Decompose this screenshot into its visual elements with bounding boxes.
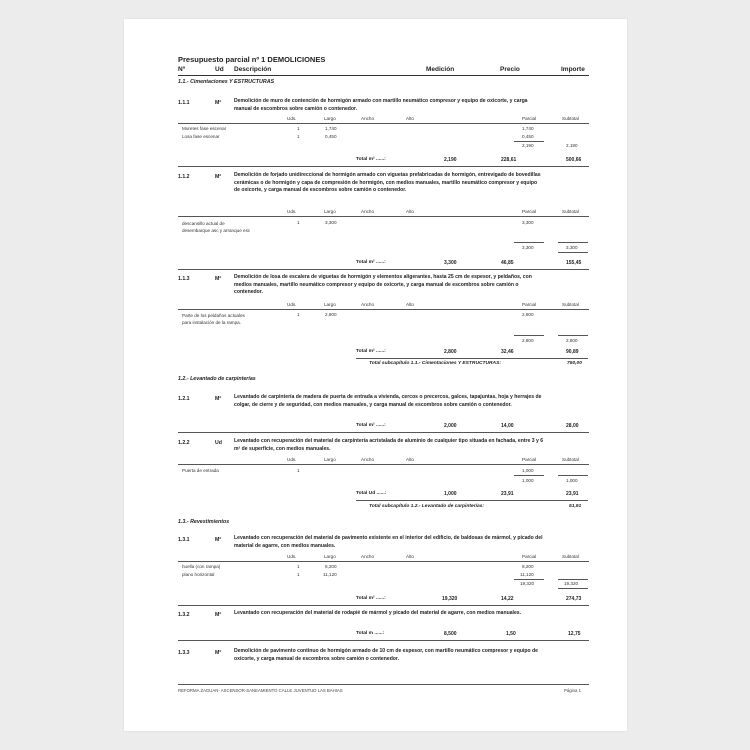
- meas-row-parcial: 0,450: [522, 134, 534, 139]
- chapter-heading: 1.3.- Revestimientos: [178, 519, 230, 525]
- meas-row-parcial: 3,300: [522, 220, 534, 225]
- total-importe: 274,73: [566, 596, 582, 602]
- total-medicion: 2,000: [444, 423, 457, 429]
- item-code: 1.2.2: [178, 440, 190, 446]
- parcial-sum: 2,190: [522, 143, 534, 148]
- parcial-sum: 3,300: [522, 245, 534, 250]
- subtotal-value: 19,320: [564, 581, 579, 586]
- col-header-medicion: Medición: [426, 66, 455, 73]
- meas-row-uds: 1: [297, 126, 300, 131]
- item-separator: [178, 269, 589, 270]
- item-unit: Ud: [215, 440, 222, 446]
- sum-line: [558, 242, 588, 243]
- meas-row-label: Muretes fase escenar: [182, 126, 227, 131]
- item-description: Demolición de forjado unidireccional de hormigón armado con viguetas prefabricadas de hormigón, entrevigado de bovedillas cerámicas o de hormigón y capa de compresión de hormigón, con medios manuales, martillo neumático compresor y equipo de oxicorte, y carga manual de escombros sobre camión o contenedor.: [234, 172, 541, 194]
- meas-row-uds: 1: [297, 572, 300, 577]
- col-header-importe: Importe: [561, 66, 585, 73]
- total-importe: 155,45: [566, 260, 582, 266]
- total-label: Total m² ......:: [356, 260, 386, 265]
- meas-header-ancho: Ancho: [361, 457, 375, 462]
- subchapter-total-value: 750,00: [567, 361, 582, 366]
- meas-row-label: descansillo actual de desembarque asc y arranque esc: [182, 221, 251, 234]
- item-separator: [178, 432, 589, 433]
- item-description: Demolición de muro de contención de hormigón armado con martillo neumático compresor y equipo de oxicorte, y carga manual de escombros sobre camión o contenedor.: [234, 98, 528, 112]
- meas-header-alto: Alto: [406, 209, 414, 214]
- meas-row-largo: 3,300: [325, 220, 337, 225]
- meas-header-largo: Largo: [324, 554, 336, 559]
- total-label: Total Ud ......:: [356, 491, 387, 496]
- meas-row-largo: 2,800: [325, 312, 337, 317]
- sum-line: [514, 141, 544, 142]
- total-label: Total m² ......:: [356, 349, 386, 354]
- meas-rule: [178, 216, 589, 217]
- meas-header-alto: Alto: [406, 302, 414, 307]
- meas-header-alto: Alto: [406, 116, 414, 121]
- meas-header-largo: Largo: [324, 209, 336, 214]
- meas-row-parcial: 11,120: [520, 572, 534, 577]
- total-importe: 500,66: [566, 157, 582, 163]
- total-medicion: 8,500: [444, 631, 457, 637]
- meas-header-parcial: Parcial: [522, 116, 537, 121]
- meas-header-parcial: Parcial: [522, 209, 537, 214]
- meas-row-parcial: 1,000: [522, 468, 534, 473]
- item-unit: M²: [215, 276, 222, 282]
- meas-header-ancho: Ancho: [361, 554, 375, 559]
- sum-line: [514, 475, 544, 476]
- subtotal-value: 3,300: [566, 245, 578, 250]
- document-title: Presupuesto parcial nº 1 DEMOLICIONES: [178, 55, 326, 64]
- total-medicion: 2,800: [444, 349, 457, 355]
- chapter-heading: 1.1.- Cimentaciones Y ESTRUCTURAS: [178, 79, 275, 85]
- item-unit: M²: [215, 537, 222, 543]
- item-description: Levantado con recuperación del material de pavimento existente en el interior del edificio, de baldosas de mármol, y picado del material de agarre, con medios manuales.: [234, 535, 543, 549]
- sum-line: [514, 579, 544, 580]
- footer-rule: [178, 684, 589, 685]
- item-description: Levantado con recuperación del material de carpintería acristalada de aluminio de cualquier tipo situada en fachada, entre 3 y 6 m² de superficie, con medios manuales.: [234, 438, 544, 452]
- total-precio: 23,91: [501, 491, 514, 497]
- parcial-sum: 19,320: [520, 581, 535, 586]
- item-unit: M²: [215, 650, 222, 656]
- sum-line: [558, 579, 588, 580]
- item-code: 1.2.1: [178, 396, 190, 402]
- total-medicion: 1,000: [444, 491, 457, 497]
- item-code: 1.1.3: [178, 276, 190, 282]
- subchapter-total-label: Total subcapítulo 1.1.- Cimentaciones Y ESTRUCTURAS:: [369, 361, 501, 366]
- parcial-sum: 2,800: [522, 338, 534, 343]
- subtotal-rule: [356, 500, 588, 501]
- item-description: Demolición de losa de escalera de viguetas de hormigón y elementos aligerantes, hasta 25 cm de espesor, y peldaños, con medios manuales, martillo neumático compresor y equipo de oxicorte, y carga manual de escombros sobre camión o contenedor.: [234, 274, 532, 296]
- total-importe: 23,91: [566, 491, 579, 497]
- item-code: 1.3.3: [178, 650, 190, 656]
- meas-row-uds: 1: [297, 312, 300, 317]
- item-separator: [178, 166, 589, 167]
- sum-line: [558, 252, 588, 253]
- total-medicion: 19,320: [442, 596, 458, 602]
- total-precio: 228,61: [501, 157, 517, 163]
- meas-header-subtotal: Subtotal: [562, 457, 579, 462]
- meas-header-parcial: Parcial: [522, 302, 537, 307]
- meas-header-uds: Uds.: [287, 302, 297, 307]
- meas-header-subtotal: Subtotal: [562, 554, 579, 559]
- meas-header-largo: Largo: [324, 302, 336, 307]
- header-rule: [178, 75, 589, 76]
- meas-row-uds: 1: [297, 564, 300, 569]
- total-precio: 46,85: [501, 260, 514, 266]
- total-medicion: 3,300: [444, 260, 457, 266]
- subtotal-value: 2,800: [566, 338, 578, 343]
- item-unit: M²: [215, 612, 222, 618]
- meas-row-parcial: 8,200: [522, 564, 534, 569]
- item-description: Levantado de carpintería de madera de puerta de entrada a vivienda, cercos o precercos, galces, tapajuntas, hoja y herrajes de colgar, de cierre y de seguridad, con medios manuales, y carga manual de escombros sobre camión o contenedor.: [234, 394, 542, 408]
- total-precio: 14,00: [501, 423, 514, 429]
- meas-row-largo: 1,740: [325, 126, 337, 131]
- meas-header-alto: Alto: [406, 554, 414, 559]
- meas-row-label: plano horizontal: [182, 572, 215, 577]
- meas-header-subtotal: Subtotal: [562, 116, 579, 121]
- total-importe: 12,75: [568, 631, 581, 637]
- total-precio: 32,46: [501, 349, 514, 355]
- footer-page-number: Página 1: [564, 688, 581, 693]
- item-code: 1.3.1: [178, 537, 190, 543]
- meas-row-largo: 8,200: [325, 564, 337, 569]
- total-label: Total m² ......:: [356, 423, 386, 428]
- meas-rule: [178, 561, 589, 562]
- item-unit: M²: [215, 100, 222, 106]
- meas-header-largo: Largo: [324, 116, 336, 121]
- sum-line: [558, 475, 588, 476]
- meas-row-uds: 1: [297, 220, 300, 225]
- item-code: 1.1.1: [178, 100, 190, 106]
- meas-row-largo: 11,120: [323, 572, 337, 577]
- meas-header-largo: Largo: [324, 457, 336, 462]
- footer-project-name: REFORMA ZAGUAN- ASCENSOR-SANEAMIENTO CALLE JUVENTUD LAS BAHIAS: [178, 688, 343, 693]
- item-separator: [178, 640, 589, 641]
- meas-header-ancho: Ancho: [361, 302, 375, 307]
- col-header-unit: Ud: [215, 66, 224, 73]
- sum-line: [514, 242, 544, 243]
- parcial-sum: 1,000: [522, 478, 534, 483]
- meas-header-subtotal: Subtotal: [562, 302, 579, 307]
- subtotal-value: 2,190: [566, 143, 578, 148]
- item-unit: M²: [215, 396, 222, 402]
- meas-header-uds: Uds.: [287, 116, 297, 121]
- meas-row-uds: 1: [297, 134, 300, 139]
- meas-header-subtotal: Subtotal: [562, 209, 579, 214]
- item-code: 1.3.2: [178, 612, 190, 618]
- total-medicion: 2,190: [444, 157, 457, 163]
- meas-row-uds: 1: [297, 468, 300, 473]
- document-page: [124, 19, 627, 731]
- meas-header-parcial: Parcial: [522, 457, 537, 462]
- item-separator: [178, 605, 589, 606]
- meas-row-label: Parte de los peldaños actuales para instalación de la rampa.: [182, 313, 245, 326]
- item-unit: M²: [215, 174, 222, 180]
- meas-header-uds: Uds.: [287, 554, 297, 559]
- sum-line: [514, 335, 544, 336]
- total-label: Total m² ......:: [356, 157, 386, 162]
- meas-row-label: Puerta de entrada: [182, 468, 219, 473]
- col-header-precio: Precio: [500, 66, 520, 73]
- total-precio: 14,22: [501, 596, 514, 602]
- total-precio: 1,50: [506, 631, 516, 637]
- meas-header-ancho: Ancho: [361, 116, 375, 121]
- total-label: Total m ......:: [356, 631, 385, 636]
- meas-row-label: Losa fase escenar: [182, 134, 220, 139]
- total-importe: 90,89: [566, 349, 579, 355]
- meas-row-largo: 0,450: [325, 134, 337, 139]
- total-importe: 28,00: [566, 423, 579, 429]
- subtotal-value: 1,000: [566, 478, 578, 483]
- meas-header-uds: Uds.: [287, 457, 297, 462]
- chapter-heading: 1.2.- Levantado de carpinterías: [178, 376, 256, 382]
- meas-rule: [178, 309, 589, 310]
- item-code: 1.1.2: [178, 174, 190, 180]
- meas-header-parcial: Parcial: [522, 554, 537, 559]
- col-header-description: Descripción: [234, 66, 272, 73]
- meas-header-uds: Uds.: [287, 209, 297, 214]
- meas-rule: [178, 123, 589, 124]
- subchapter-total-label: Total subcapítulo 1.2.- Levantado de carpinterías:: [369, 504, 485, 509]
- sum-line: [558, 588, 588, 589]
- item-description: Levantado con recuperación del material de rodapié de mármol y picado del material de agarre, con medios manuales.: [234, 610, 522, 616]
- item-description: Demolición de pavimento continuo de hormigón armado de 10 cm de espesor, con martillo neumático compresor y equipo de oxicorte, y carga manual de escombros sobre camión o contenedor.: [234, 648, 538, 662]
- total-label: Total m² ......:: [356, 596, 386, 601]
- subtotal-rule: [356, 358, 588, 359]
- meas-rule: [178, 464, 589, 465]
- meas-row-parcial: 2,800: [522, 312, 534, 317]
- subchapter-total-value: 51,91: [569, 504, 582, 509]
- meas-header-alto: Alto: [406, 457, 414, 462]
- meas-row-parcial: 1,740: [522, 126, 534, 131]
- meas-header-ancho: Ancho: [361, 209, 375, 214]
- meas-row-label: huella (con rampa): [182, 564, 221, 569]
- sum-line: [558, 335, 588, 336]
- col-header-number: Nº: [178, 66, 186, 73]
